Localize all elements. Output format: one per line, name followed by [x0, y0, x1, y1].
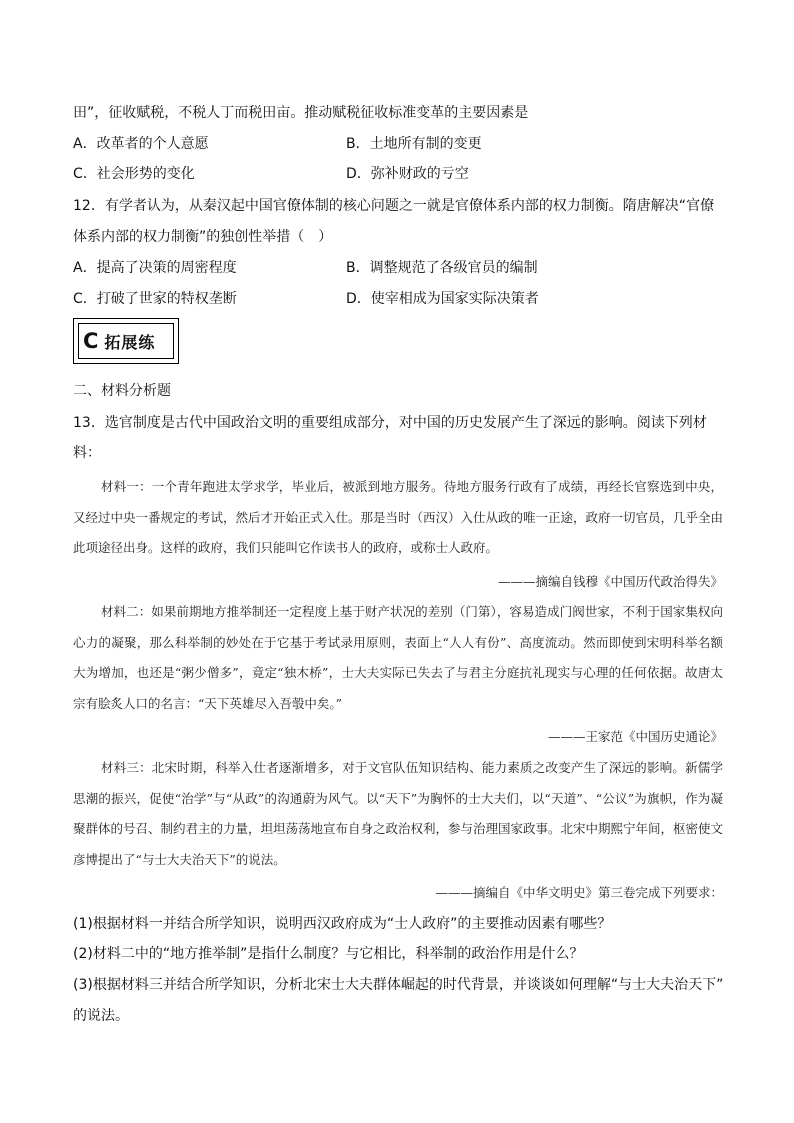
q13-stem-line1: 13．选官制度是古代中国政治文明的重要组成部分，对中国的历史发展产生了深远的影响。阅读下列材: [73, 415, 707, 431]
requirement-3-line2: 的说法。: [73, 1008, 129, 1024]
q12-option-d[interactable]: D．使宰相成为国家实际决策者: [346, 291, 539, 307]
q12-option-b[interactable]: B．调整规范了各级官员的编制: [346, 260, 538, 276]
q13-stem-line2: 料：: [73, 445, 101, 461]
q11-option-a[interactable]: A．改革者的个人意愿: [73, 136, 209, 152]
q12-option-a[interactable]: A．提高了决策的周密程度: [73, 260, 237, 276]
requirement-1: (1)根据材料一并结合所学知识，说明西汉政府成为“士人政府”的主要推动因素有哪些？: [73, 916, 612, 932]
section-title: 二、材料分析题: [73, 383, 171, 399]
q12-option-c[interactable]: C．打破了世家的特权垄断: [73, 291, 237, 307]
requirement-2: (2)材料二中的“地方推举制”是指什么制度？与它相比，科举制的政治作用是什么？: [73, 946, 584, 962]
material-3: 材料三：北宋时期，科举入仕者逐渐增多，对于文官队伍知识结构、能力素质之改变产生了深远的影响。新儒学思潮的振兴，促使“治学”与“从政”的沟通蔚为风气。以“天下”为胸怀的士大夫们，以“天道”、“公议”为旗帜，作为凝聚群体的号召、制约君主的力量，坦坦荡荡地宣布自身之政治权利，参与治理国家政事。北宋中期熙宁年间，枢密使文彦博提出了“与士大夫治天下”的说法。: [73, 760, 724, 867]
badge-text: 拓展练: [104, 332, 156, 352]
q12-stem-line2: 体系内部的权力制衡”的独创性举措（ ）: [73, 229, 333, 245]
section-badge: [73, 318, 179, 364]
material-2: 材料二：如果前期地方推举制还一定程度上基于财产状况的差别（门第），容易造成门阀世家，不利于国家集权向心力的凝聚，那么科举制的妙处在于它基于考试录用原则，表面上“人人有份”、高度流动。然而即使到宋明科举名额大为增加，也还是“粥少僧多”，竟定“独木桥”，士大夫实际已失去了与君主分庭抗礼现实与心理的任何依据。故唐太宗有脍炙人口的名言：“天下英雄尽入吾彀中矣。”: [73, 604, 723, 711]
q12-stem-line1: 12．有学者认为，从秦汉起中国官僚体制的核心问题之一就是官僚体系内部的权力制衡。隋唐解决“官僚: [73, 198, 715, 214]
material-1: 材料一：一个青年跑进太学求学，毕业后，被派到地方服务。待地方服务行政有了成绩，再经长官察选到中央，又经过中央一番规定的考试，然后才开始正式入仕。那是当时（西汉）入仕从政的唯一正途，政府一切官员，几乎全由此项途径出身。这样的政府，我们只能叫它作读书人的政府，或称士人政府。: [73, 479, 724, 555]
section-badge-inner: [78, 323, 174, 359]
q11-option-c[interactable]: C．社会形势的变化: [73, 166, 195, 182]
q11-option-d[interactable]: D．弥补财政的亏空: [346, 166, 469, 182]
badge-letter: C: [83, 329, 99, 353]
material-1-source: ———摘编自钱穆《中国历代政治得失》: [497, 574, 723, 589]
material-3-source: ———摘编自《中华文明史》第三卷完成下列要求：: [435, 885, 723, 900]
q11-option-b[interactable]: B．土地所有制的变更: [346, 136, 482, 152]
q11-stem: 田”，征收赋税，不税人丁而税田亩。推动赋税征收标准变革的主要因素是: [73, 105, 529, 121]
material-2-source: ———王家范《中国历史通论》: [547, 729, 723, 744]
requirement-3-line1: (3)根据材料三并结合所学知识，分析北宋士大夫群体崛起的时代背景，并谈谈如何理解“与士大夫治天下”: [73, 977, 724, 993]
